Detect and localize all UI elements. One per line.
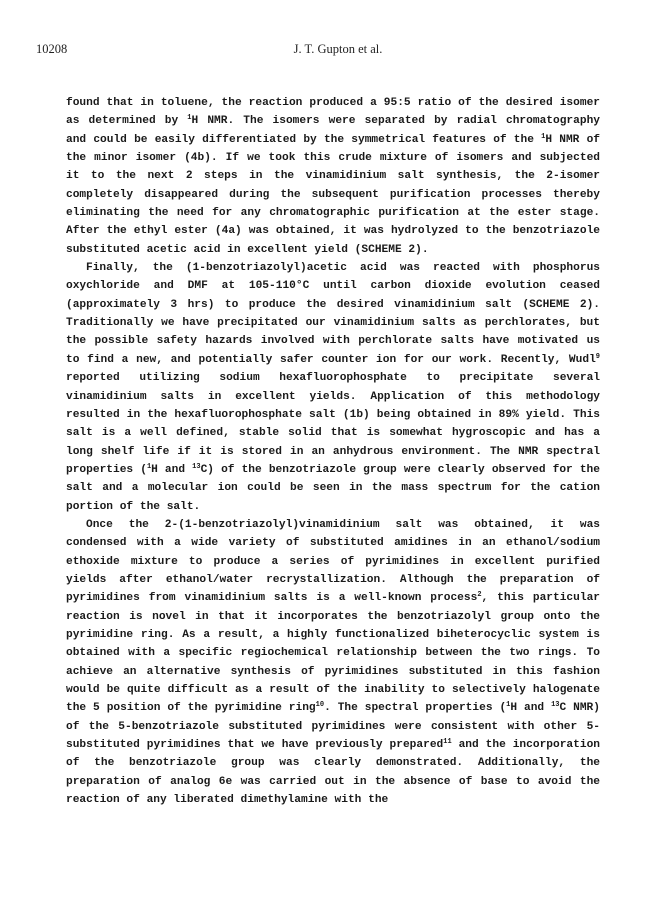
page-number: 10208 bbox=[36, 42, 68, 56]
page-header bbox=[36, 42, 640, 60]
text-run: C) of the benzotriazole group were clearly observed for the salt and a molecular ion could be seen in the mass spectrum for the cation portion of the salt. bbox=[66, 463, 600, 513]
text-run: found that in toluene, the reaction produced a 95:5 ratio of the desired isomer as determined by bbox=[66, 97, 600, 128]
superscript: 11 bbox=[443, 738, 452, 747]
superscript: 1 bbox=[146, 462, 152, 471]
text-run: C NMR) of the 5-benzotriazole substituted pyrimidines were consistent with other 5-substituted pyrimidines that we have previously prepared bbox=[66, 702, 600, 752]
superscript: 2 bbox=[477, 591, 482, 600]
text-run: . The spectral properties ( bbox=[324, 702, 507, 715]
paragraph bbox=[66, 259, 600, 516]
superscript: 9 bbox=[595, 352, 600, 361]
text-run: , this particular reaction is novel in that it incorporates the benzotriazolyl group onto the pyrimidine ring. As a result, a highly functionalized biheterocyclic system is obtained with a specific regiochemical relationship between the two rings. To achieve an alternative synthesis of pyrimidines substituted in this fashion would be quite difficult as a result of the inability to selectively halogenate the 5 position of the pyrimidine ring bbox=[66, 592, 600, 715]
text-run: H and bbox=[510, 702, 552, 715]
superscript: 1 bbox=[541, 132, 546, 141]
article-body bbox=[66, 94, 600, 809]
superscript: 13 bbox=[192, 462, 201, 471]
text-run: Once the 2-(1-benzotriazolyl)vinamidinium salt was obtained, it was condensed with a wide variety of substituted amidines in an ethanol/sodium ethoxide mixture to produce a series of pyrimidines in excellent purified yields after ethanol/water recrystallization. Although the preparation of pyrimidines from vinamidinium salts is a well-known process bbox=[66, 518, 600, 605]
superscript: 1 bbox=[187, 114, 192, 123]
text-run: H and bbox=[151, 463, 193, 476]
text-run: H NMR of the minor isomer (4b). If we took this crude mixture of isomers and subjected it to the next 2 steps in the vinamidinium salt synthesis, the 2-isomer completely disappeared during the subsequent purification processes thereby eliminating the need for any chromatographic purification at the ester stage. After the ethyl ester (4a) was obtained, it was hydrolyzed to the benzotriazole substituted acetic acid in excellent yield (SCHEME 2). bbox=[66, 133, 600, 256]
text-run: Finally, the (1-benzotriazolyl)acetic acid was reacted with phosphorus oxychloride and DMF at 105-110°C until carbon dioxide evolution ceased (approximately 3 hrs) to produce the desired vinamidinium salt (SCHEME 2). Traditionally we have precipitated our vinamidinium salts as perchlorates, but the possible safety hazards involved with perchlorate salts have motivated us to find a new, and potentially safer counter ion for our work. Recently, Wudl bbox=[66, 262, 600, 366]
superscript: 13 bbox=[551, 701, 560, 710]
running-head: J. T. Gupton et al. bbox=[293, 42, 383, 56]
text-run: reported utilizing sodium hexafluorophosphate to precipitate several vinamidinium salts in excellent yields. Application of this methodology resulted in the hexafluorophosphate salt (1b) being obtained in 89% yield. This salt is a well defined, stable solid that is somewhat hygroscopic and has a long shelf life if it is stored in an anhydrous environment. The NMR spectral properties ( bbox=[66, 372, 600, 476]
text-run: and the incorporation of the benzotriazole group was clearly demonstrated. Additionally, the preparation of analog 6e was carried out in the absence of base to avoid the reaction of any liberated dimethylamine with the bbox=[66, 739, 600, 807]
superscript: 1 bbox=[506, 701, 511, 710]
paragraph bbox=[66, 94, 600, 259]
paragraph bbox=[66, 516, 600, 810]
superscript: 10 bbox=[315, 701, 325, 710]
text-run: H NMR. The isomers were separated by radial chromatography and could be easily differentiated by the symmetrical features of the bbox=[66, 115, 600, 146]
